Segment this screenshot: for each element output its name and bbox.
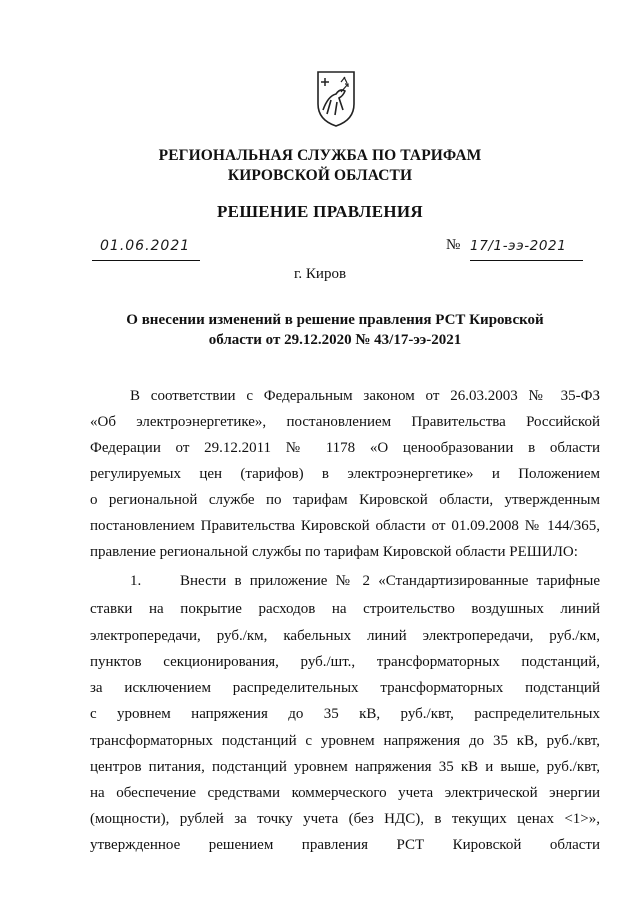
organization-name-line1: РЕГИОНАЛЬНАЯ СЛУЖБА ПО ТАРИФАМ: [158, 147, 482, 164]
item-line: на обеспечение средствами коммерческого учета электрической энергии: [90, 785, 600, 801]
subject-line1: О внесении изменений в решение правления РСТ Кировской: [126, 312, 544, 328]
item-line: пунктов секционирования, руб./шт., трансформаторных подстанций,: [90, 654, 600, 670]
paragraph-line: правление региональной службы по тарифам Кировской области РЕШИЛО:: [90, 544, 578, 560]
item-line: трансформаторных подстанций с уровнем напряжения до 35 кВ, руб./квт,: [90, 733, 600, 749]
paragraph-line: регулируемых цен (тарифов) в электроэнергетике» и Положением: [90, 466, 600, 482]
decision-date-field: [92, 236, 200, 261]
paragraph-line: Федерации от 29.12.2011 № 1178 «О ценообразовании в области: [90, 440, 600, 456]
item-line: центров питания, подстанций уровнем напряжения 35 кВ и выше, руб./квт,: [90, 759, 600, 775]
document-title: РЕШЕНИЕ ПРАВЛЕНИЯ: [217, 202, 423, 221]
decision-date: 01.06.2021: [100, 238, 191, 254]
paragraph-line: постановлением Правительства Кировской области от 01.09.2008 № 144/365,: [90, 518, 600, 534]
paragraph-line: «Об электроэнергетике», постановлением Правительства Российской: [90, 414, 600, 430]
subject-line2: области от 29.12.2020 № 43/17-ээ-2021: [208, 332, 462, 348]
item-number: 1.: [130, 573, 142, 589]
paragraph-line: о региональной службе по тарифам Кировской области, утвержденным: [90, 492, 600, 508]
decision-number: 17/1-ээ-2021: [470, 238, 567, 254]
decision-number-field: [470, 236, 583, 261]
kirov-coat-of-arms-icon: [315, 70, 357, 128]
item-line: ставки на покрытие расходов на строительство воздушных линий: [90, 601, 600, 617]
paragraph-line: В соответствии с Федеральным законом от 26.03.2003 № 35-ФЗ: [130, 388, 600, 404]
item-line: утвержденное решением правления РСТ Кировской области: [90, 837, 600, 853]
item-line: с уровнем напряжения до 35 кВ, руб./квт, распределительных: [90, 706, 600, 722]
item-line: за исключением распределительных трансформаторных подстанций: [90, 680, 600, 696]
number-sign: №: [446, 237, 461, 253]
city-name: г. Киров: [293, 266, 347, 282]
item-line: электропередачи, руб./км, кабельных линий электропередачи, руб./км,: [90, 628, 600, 644]
item-line: Внести в приложение № 2 «Стандартизированные тарифные: [180, 573, 600, 589]
organization-name-line2: КИРОВСКОЙ ОБЛАСТИ: [227, 167, 413, 184]
item-line: (мощности), рублей за точку учета (без НДС), в текущих ценах <1>»,: [90, 811, 600, 827]
